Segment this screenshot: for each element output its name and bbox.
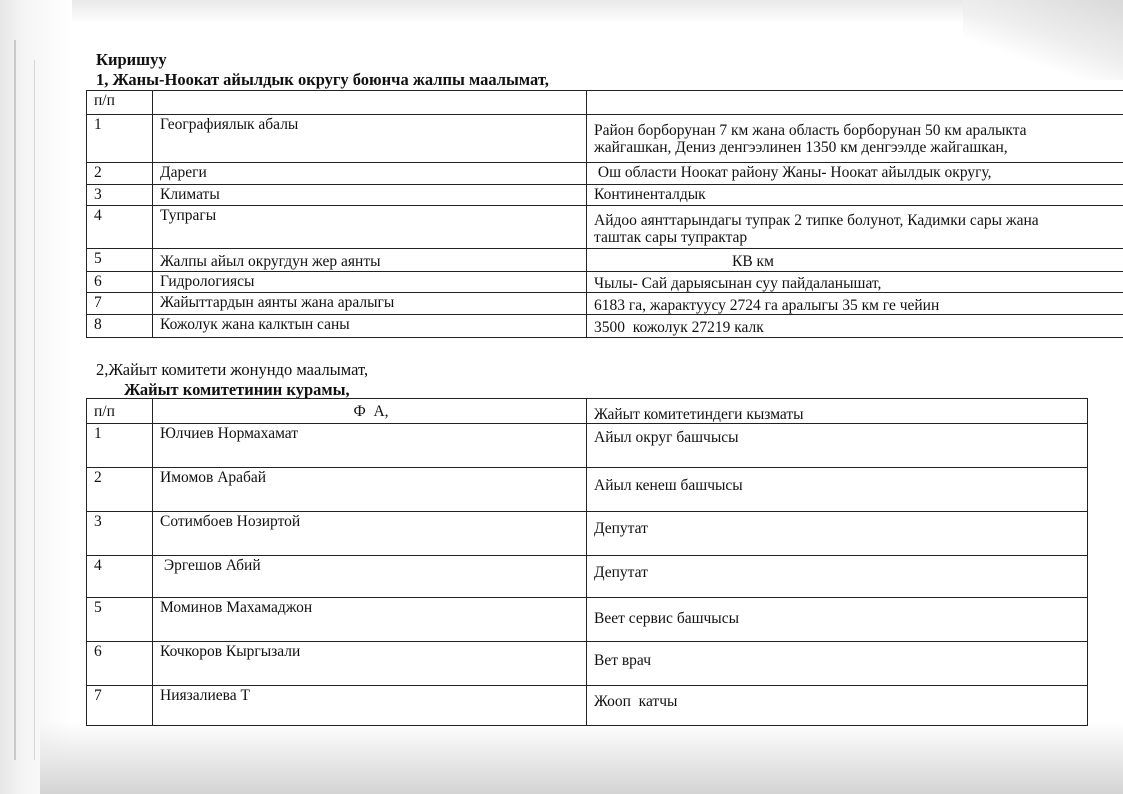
- table-row: 3 Климаты Континенталдык: [87, 185, 1123, 206]
- table-header-row: [87, 399, 1088, 424]
- table-row: 6 Гидрологиясы Чылы- Сай дарыясынан суу пайдаланышат,: [87, 272, 1123, 293]
- table-row: 7 Жайыттардын аянты жана аралыгы 6183 га, жарактуусу 2724 га аралыгы 35 км ге чейин: [87, 293, 1123, 315]
- header-name: Ф А,: [153, 399, 587, 424]
- header-num: п/п: [87, 399, 153, 424]
- scan-left-edge: [0, 0, 72, 794]
- section2-title: 2,Жайыт комитети жонундо маалымат,: [96, 360, 369, 379]
- general-info-table: [86, 90, 1123, 338]
- scan-bottom-smudge: [40, 722, 1123, 794]
- table-row: 5 Жалпы айыл округдун жер аянты КВ км: [87, 249, 1123, 272]
- table-row: 3 Сотимбоев Нозиртой Депутат: [87, 512, 1088, 556]
- table-header-row: [87, 91, 1123, 115]
- table-row: 4 Эргешов Абий Депутат: [87, 556, 1088, 598]
- table-row: 5 Моминов Махамаджон Веет сервис башчысы: [87, 598, 1088, 642]
- committee-table: [86, 398, 1088, 726]
- table-row: 8 Кожолук жана калктын саны 3500 кожолук 27219 калк: [87, 315, 1123, 338]
- table-row: 4 Тупрагы Айдоо аянттарындагы тупрак 2 типке болунот, Кадимки сары жана таштак сары тупрактар: [87, 206, 1123, 249]
- table-row: 1 Юлчиев Нормахамат Айыл округ башчысы: [87, 424, 1088, 468]
- table-row: 2 Дареги Ош области Ноокат району Жаны- Ноокат айылдык округу,: [87, 163, 1123, 185]
- table-row: 2 Имомов Арабай Айыл кенеш башчысы: [87, 468, 1088, 512]
- intro-heading: Киришуу: [96, 50, 167, 69]
- section2-subtitle: Жайыт комитетинин курамы,: [124, 380, 350, 399]
- table-row: 1 Географиялык абалы Район борборунан 7 км жана область борборунан 50 км аралыкта жайгашкан, Дениз денгээлинен 1350 км денгээлде жайгашкан,: [87, 115, 1123, 163]
- page-corner-fold: [963, 0, 1123, 80]
- table-row: 6 Кочкоров Кыргызали Вет врач: [87, 642, 1088, 686]
- table-row: 7 Ниязалиева Т Жооп катчы: [87, 686, 1088, 726]
- header-num: п/п: [87, 91, 153, 115]
- section1-title: 1, Жаны-Ноокат айылдык округу боюнча жалпы маалымат,: [96, 70, 549, 89]
- header-position: Жайыт комитетиндеги кызматы: [587, 399, 1088, 424]
